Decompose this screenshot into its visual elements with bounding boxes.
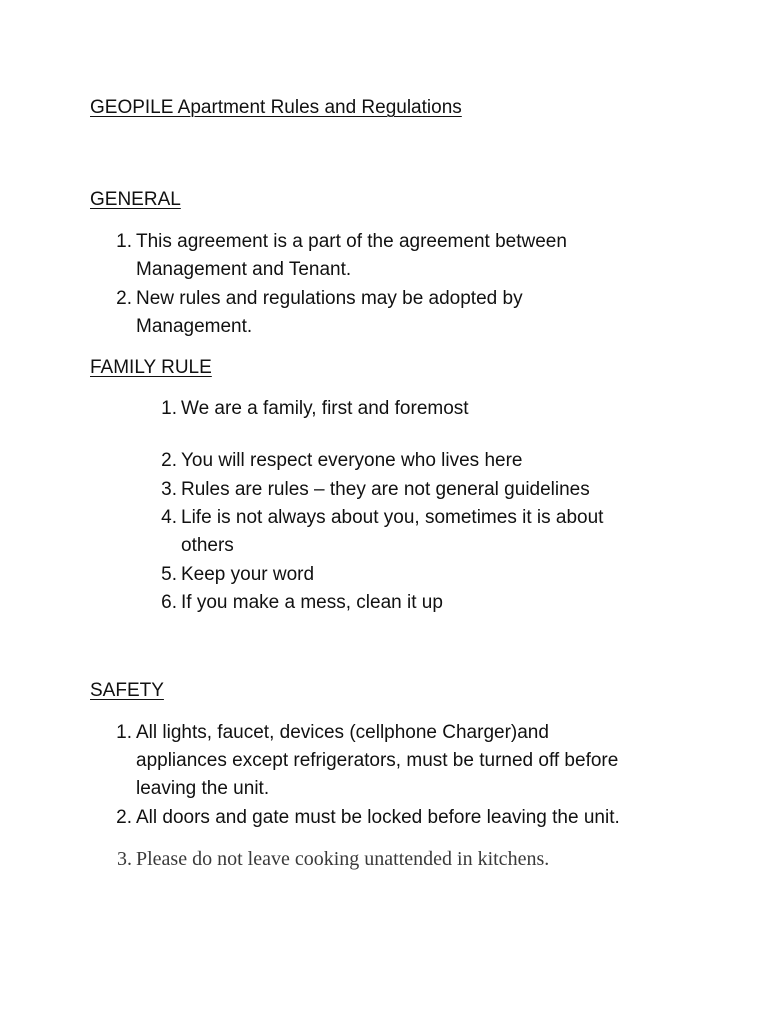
list-item-line: others xyxy=(181,535,234,556)
list-item-line: All doors and gate must be locked before leaving the unit. xyxy=(136,807,620,828)
list-item-number: 1. xyxy=(116,231,132,252)
list-item-line: Management. xyxy=(136,316,253,337)
list-item-line: Management and Tenant. xyxy=(136,259,352,280)
list-item-number: 3. xyxy=(161,479,177,500)
list-item-number: 6. xyxy=(161,592,177,613)
document-title: GEOPILE Apartment Rules and Regulations xyxy=(90,97,462,118)
list-item-line: Life is not always about you, sometimes it is about xyxy=(181,507,604,528)
list-item-line: Rules are rules – they are not general guidelines xyxy=(181,479,590,500)
list-item-line: Please do not leave cooking unattended in kitchens. xyxy=(136,848,550,870)
list-item-line: leaving the unit. xyxy=(136,778,270,799)
list-item-number: 2. xyxy=(116,807,132,828)
list-item-line: Keep your word xyxy=(181,564,315,585)
list-item-number: 1. xyxy=(116,722,132,743)
list-item-line: If you make a mess, clean it up xyxy=(181,592,443,613)
list-item-number: 1. xyxy=(161,398,177,419)
list-item-line: appliances except refrigerators, must be turned off before xyxy=(136,750,619,771)
list-item-line: We are a family, first and foremost xyxy=(181,398,469,419)
list-item-line: All lights, faucet, devices (cellphone Charger)and xyxy=(136,722,549,743)
list-item-number: 2. xyxy=(161,450,177,471)
list-item-number: 2. xyxy=(116,288,132,309)
list-item-number: 3. xyxy=(117,848,132,870)
list-item-number: 4. xyxy=(161,507,177,528)
list-item-number: 5. xyxy=(161,564,177,585)
list-item-line: You will respect everyone who lives here xyxy=(181,450,523,471)
list-item-line: This agreement is a part of the agreement between xyxy=(136,231,567,252)
section-heading-general: GENERAL xyxy=(90,189,181,210)
section-heading-family-rule: FAMILY RULE xyxy=(90,357,212,378)
section-heading-safety: SAFETY xyxy=(90,680,164,701)
list-item-line: New rules and regulations may be adopted by xyxy=(136,288,523,309)
